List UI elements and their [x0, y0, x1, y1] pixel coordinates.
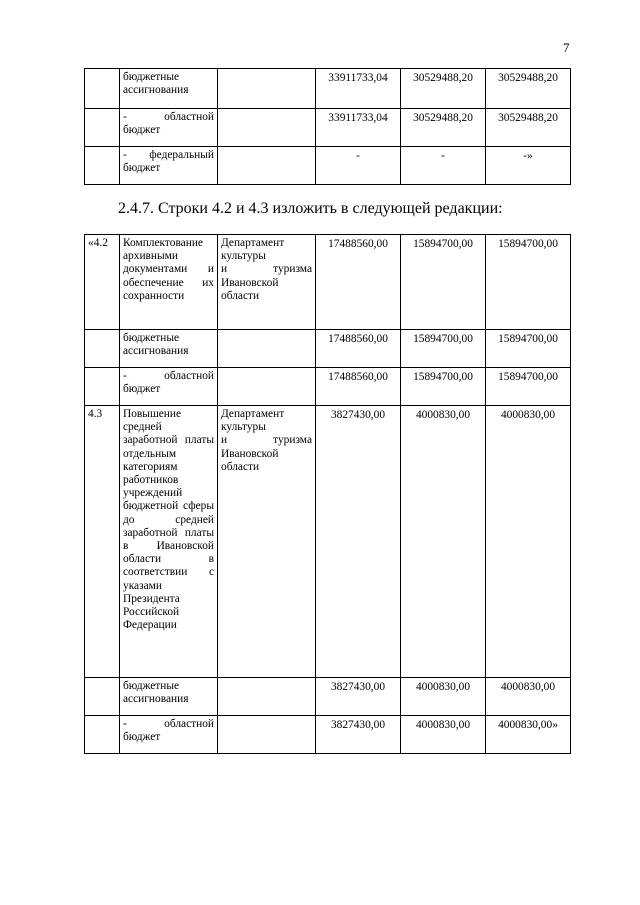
- value-cell: 15894700,00: [486, 368, 571, 406]
- department-cell: [218, 147, 316, 185]
- value-cell: 15894700,00: [401, 368, 486, 406]
- value-cell: 15894700,00: [486, 330, 571, 368]
- budget-table-rows-4-2-4-3: [84, 234, 571, 754]
- value-cell: 4000830,00: [401, 406, 486, 678]
- dash-text: -: [123, 149, 127, 161]
- budget-table-continued: [84, 68, 571, 185]
- department-cell: [218, 716, 316, 754]
- table-row: [85, 716, 571, 754]
- department-text: культуры: [221, 421, 266, 434]
- item-name-text: бюджет: [123, 162, 161, 175]
- value-cell: 3827430,00: [316, 406, 401, 678]
- value-cell: 4000830,00: [401, 678, 486, 716]
- dash-text: -: [123, 370, 127, 382]
- value-cell: 30529488,20: [401, 69, 486, 109]
- department-text: туризма: [273, 263, 312, 276]
- item-name-cell: [120, 147, 218, 185]
- value-cell: -»: [486, 147, 571, 185]
- item-name-text: бюджет: [123, 383, 161, 396]
- item-name-cell: бюджетные ассигнования: [120, 69, 218, 109]
- table-row: [85, 235, 571, 330]
- value-cell: 4000830,00»: [486, 716, 571, 754]
- value-cell: 15894700,00: [401, 330, 486, 368]
- dash-text: -: [123, 718, 127, 730]
- item-name-text: бюджет: [123, 124, 161, 137]
- value-cell: 4000830,00: [486, 678, 571, 716]
- table-row: [85, 678, 571, 716]
- value-cell: 4000830,00: [486, 406, 571, 678]
- department-cell: [218, 678, 316, 716]
- row-number-cell: [85, 330, 120, 368]
- table-row: [85, 69, 571, 109]
- section-heading: 2.4.7. Строки 4.2 и 4.3 изложить в следующей редакции:: [118, 200, 503, 217]
- row-number-cell: [85, 678, 120, 716]
- department-text: и: [221, 434, 228, 447]
- department-cell: [218, 235, 316, 330]
- item-name-text: областной: [164, 111, 214, 123]
- department-text: туризма: [273, 434, 312, 447]
- item-name-text: областной: [164, 370, 214, 382]
- value-cell: 3827430,00: [316, 678, 401, 716]
- department-text: Ивановской: [221, 276, 279, 289]
- value-cell: -: [316, 147, 401, 185]
- value-cell: 15894700,00: [486, 235, 571, 330]
- department-text: Департамент: [221, 408, 285, 420]
- item-name-cell: бюджетные ассигнования: [120, 330, 218, 368]
- item-name-cell: бюджетные ассигнования: [120, 678, 218, 716]
- department-cell: [218, 368, 316, 406]
- row-number-cell: [85, 147, 120, 185]
- department-text: области: [221, 460, 260, 473]
- value-cell: 30529488,20: [401, 109, 486, 147]
- value-cell: 33911733,04: [316, 109, 401, 147]
- row-number-cell: «4.2: [85, 235, 120, 330]
- value-cell: 33911733,04: [316, 69, 401, 109]
- item-name-cell: Повышение средней заработной платы отдельным категориям работников учреждений бюджетной сферы до средней заработной платы в Ивановской области в соответствии с указами Президента Российской Федерации: [120, 406, 218, 678]
- table-row: [85, 406, 571, 678]
- row-number-cell: 4.3: [85, 406, 120, 678]
- department-cell: [218, 69, 316, 109]
- department-text: области: [221, 289, 260, 302]
- page-number: 7: [563, 40, 570, 55]
- department-text: Департамент: [221, 237, 285, 249]
- value-cell: 30529488,20: [486, 109, 571, 147]
- table-row: [85, 368, 571, 406]
- item-name-cell: [120, 716, 218, 754]
- department-cell: [218, 109, 316, 147]
- item-name-cell: [120, 109, 218, 147]
- value-cell: 4000830,00: [401, 716, 486, 754]
- value-cell: 17488560,00: [316, 330, 401, 368]
- department-text: и: [221, 263, 228, 276]
- department-cell: [218, 406, 316, 678]
- dash-text: -: [123, 111, 127, 123]
- value-cell: 3827430,00: [316, 716, 401, 754]
- department-text: Ивановской: [221, 447, 279, 460]
- table-row: [85, 330, 571, 368]
- value-cell: 15894700,00: [401, 235, 486, 330]
- row-number-cell: [85, 368, 120, 406]
- value-cell: 17488560,00: [316, 235, 401, 330]
- value-cell: 17488560,00: [316, 368, 401, 406]
- table-row: [85, 147, 571, 185]
- department-text: культуры: [221, 250, 266, 263]
- item-name-text: федеральный: [149, 149, 214, 161]
- item-name-cell: Комплектование архивными документами и обеспечение их сохранности: [120, 235, 218, 330]
- value-cell: 30529488,20: [486, 69, 571, 109]
- row-number-cell: [85, 716, 120, 754]
- item-name-cell: [120, 368, 218, 406]
- row-number-cell: [85, 69, 120, 109]
- table-row: [85, 109, 571, 147]
- item-name-text: областной: [164, 718, 214, 730]
- row-number-cell: [85, 109, 120, 147]
- item-name-text: бюджет: [123, 731, 161, 744]
- value-cell: -: [401, 147, 486, 185]
- department-cell: [218, 330, 316, 368]
